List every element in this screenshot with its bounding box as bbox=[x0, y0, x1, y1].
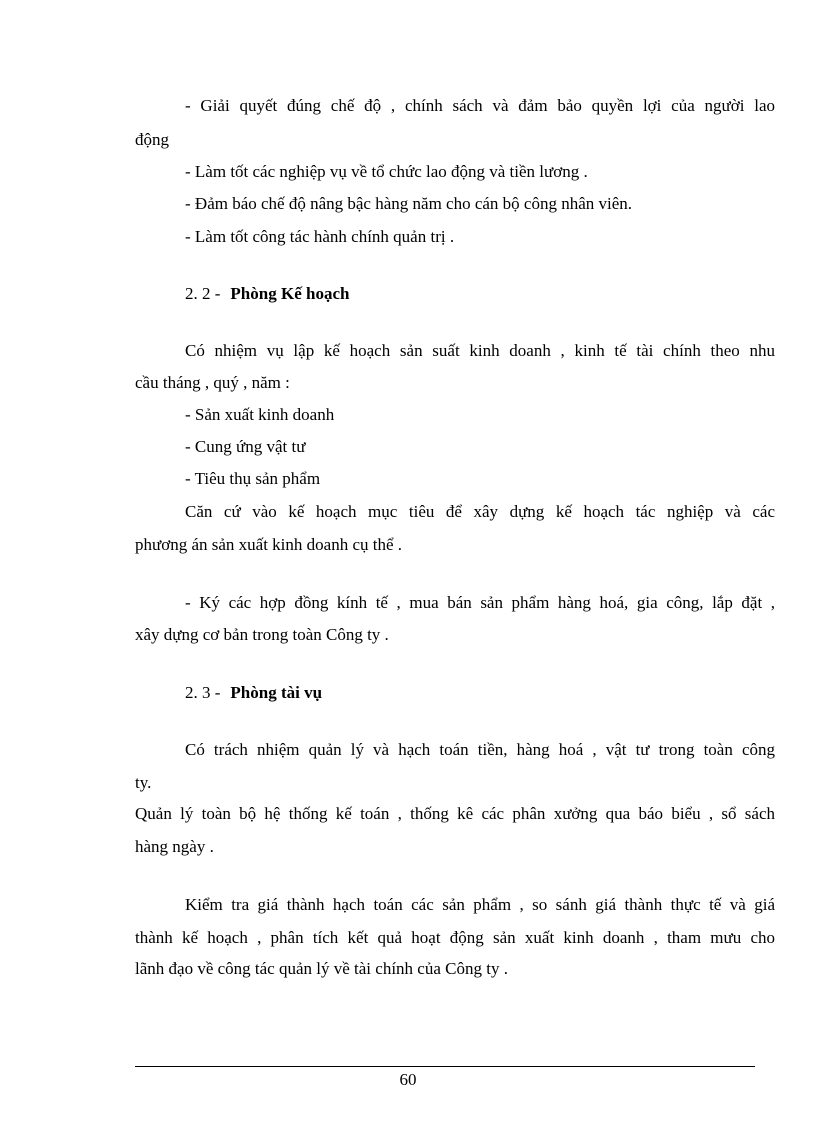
bullet-line: - Làm tốt công tác hành chính quản trị . bbox=[185, 227, 455, 246]
bullet-line: - Làm tốt các nghiệp vụ về tổ chức lao động và tiền lương . bbox=[185, 162, 588, 181]
list-item: - Cung ứng vật tư bbox=[185, 437, 306, 456]
paragraph-line: Có trách nhiệm quản lý và hạch toán tiền, hàng hoá , vật tư trong toàn công bbox=[185, 740, 775, 759]
paragraph-line: hàng ngày . bbox=[135, 837, 214, 856]
paragraph-line: xây dựng cơ bản trong toàn Công ty . bbox=[135, 625, 389, 644]
paragraph-line: lãnh đạo về công tác quản lý về tài chính của Công ty . bbox=[135, 959, 508, 978]
page-number: 60 bbox=[399, 1070, 417, 1089]
bullet-line: - Đảm báo chế độ nâng bậc hàng năm cho cán bộ công nhân viên. bbox=[185, 194, 633, 213]
paragraph-line: thành kế hoạch , phân tích kết quả hoạt động sản xuất kinh doanh , tham mưu cho bbox=[135, 928, 775, 947]
section-heading bbox=[185, 682, 322, 704]
paragraph-line: Quản lý toàn bộ hệ thống kế toán , thống kê các phân xưởng qua báo biểu , sổ sách bbox=[135, 804, 775, 823]
section-title: Phòng Kế hoạch bbox=[230, 284, 350, 303]
paragraph-line: Kiểm tra giá thành hạch toán các sản phẩm , so sánh giá thành thực tế và giá bbox=[185, 895, 775, 914]
paragraph-line: cầu tháng , quý , năm : bbox=[135, 373, 290, 392]
footer-divider bbox=[135, 1066, 755, 1067]
list-item: - Sản xuất kinh doanh bbox=[185, 405, 335, 424]
bullet-line: - Giải quyết đúng chế độ , chính sách và đảm bảo quyền lợi của người lao bbox=[185, 96, 775, 115]
paragraph-line: phương án sản xuất kinh doanh cụ thể . bbox=[135, 535, 403, 554]
paragraph-line: Căn cứ vào kế hoạch mục tiêu để xây dựng kế hoạch tác nghiệp và các bbox=[185, 502, 775, 521]
paragraph-line: ty. bbox=[135, 773, 152, 792]
paragraph-line: Có nhiệm vụ lập kế hoạch sản suất kinh doanh , kinh tế tài chính theo nhu bbox=[185, 341, 775, 360]
section-number: 2. 2 - bbox=[185, 284, 221, 303]
section-heading bbox=[185, 283, 349, 305]
list-item: - Tiêu thụ sản phẩm bbox=[185, 469, 321, 488]
section-title: Phòng tài vụ bbox=[230, 683, 323, 702]
section-number: 2. 3 - bbox=[185, 683, 221, 702]
bullet-line: động bbox=[135, 130, 169, 149]
paragraph-line: - Ký các hợp đồng kính tế , mua bán sản phẩm hàng hoá, gia công, lắp đặt , bbox=[185, 593, 775, 612]
